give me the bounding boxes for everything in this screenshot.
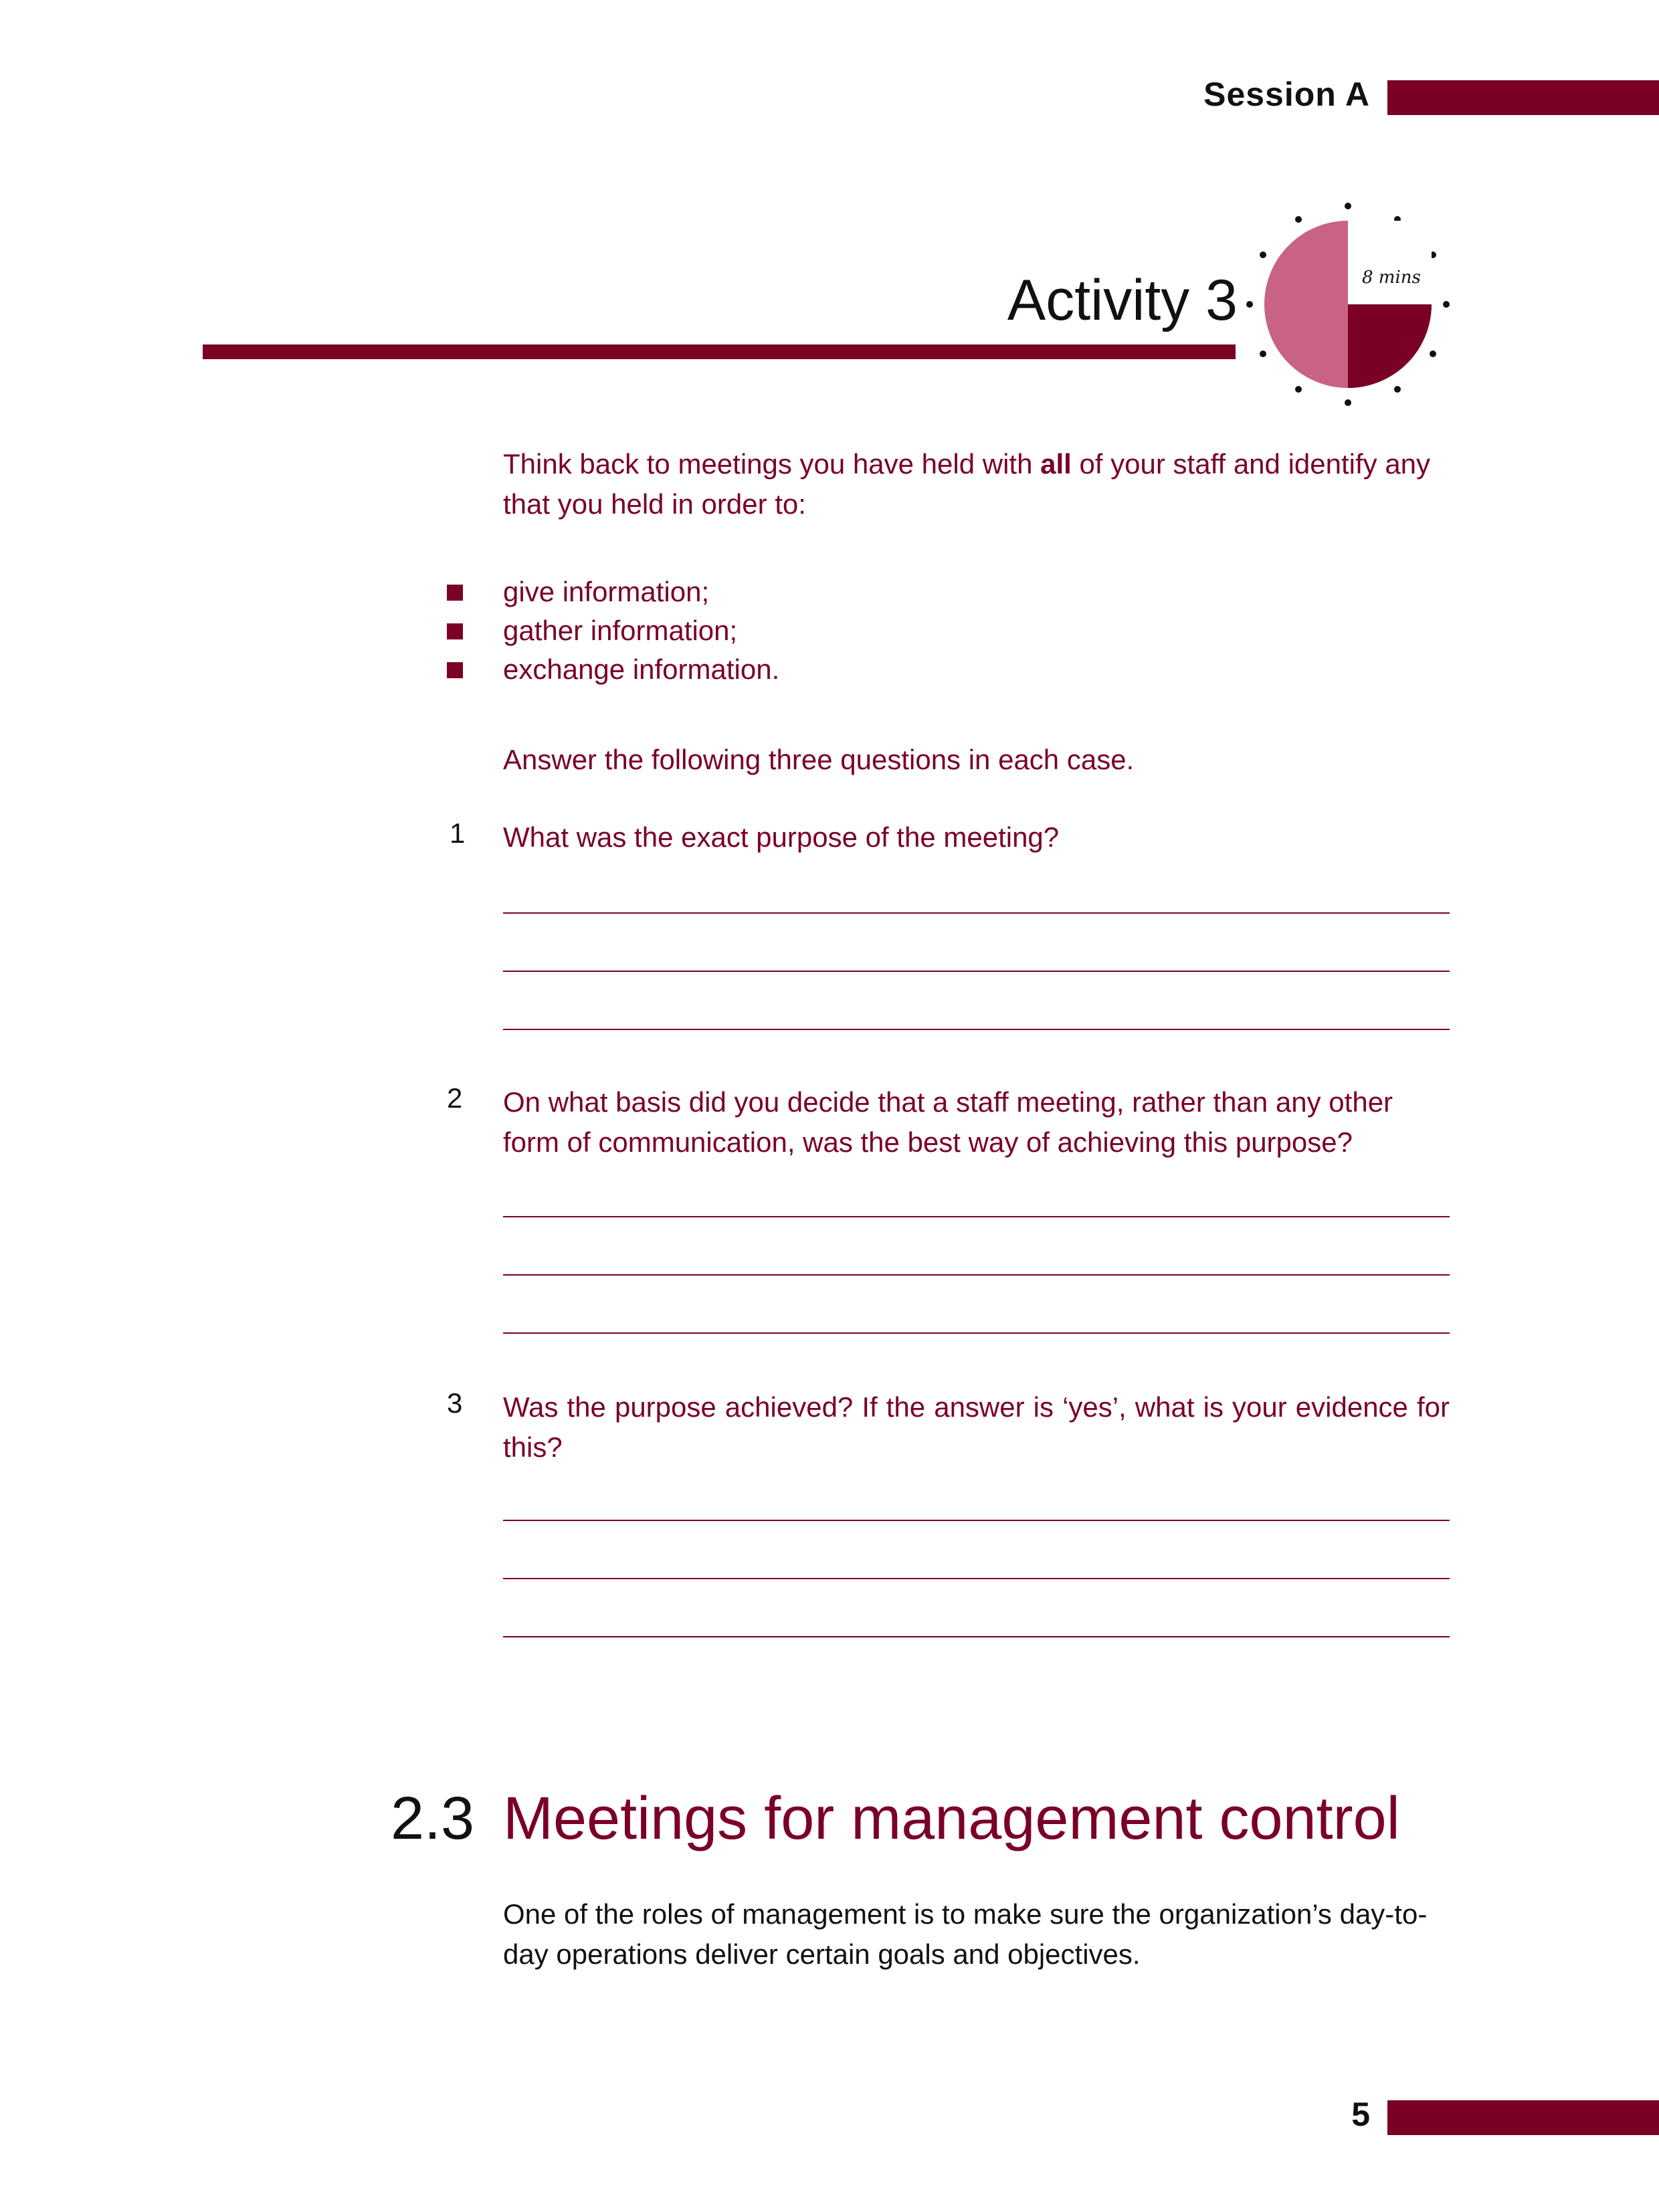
answer-line[interactable]: [503, 912, 1450, 914]
question-text: On what basis did you decide that a staff meeting, rather than any other form of communication, was the best way of achieving this purpose?: [503, 1086, 1393, 1158]
intro-text-2: of your staff and identify any that you held in order to:: [503, 448, 1431, 520]
bullet-square-icon: [447, 585, 463, 601]
instruction: Answer the following three questions in each case.: [503, 744, 1135, 775]
session-bar: [1387, 80, 1659, 115]
answer-line[interactable]: [503, 1520, 1450, 1521]
page-number: 5: [1351, 2096, 1370, 2133]
bullet-text: give information;: [503, 576, 710, 607]
session-label: Session A: [1203, 76, 1370, 113]
answer-line[interactable]: [503, 1578, 1450, 1579]
timer-label: 8 mins: [1362, 268, 1421, 288]
section-title: Meetings for management control: [503, 1785, 1400, 1852]
answer-line[interactable]: [503, 1029, 1450, 1030]
clock-elapsed-segment: [1348, 304, 1432, 388]
section-body: One of the roles of management is to make sure the organization’s day-to-day operations deliver certain goals and objectives.: [503, 1898, 1428, 1970]
activity-rule: [203, 344, 1236, 359]
clock-timer-icon: [1238, 194, 1458, 415]
question-text: What was the exact purpose of the meeting?: [503, 821, 1060, 853]
clock-label-bg: [1348, 221, 1432, 304]
answer-line[interactable]: [503, 971, 1450, 972]
question-number: 2: [447, 1082, 463, 1114]
bullet-square-icon: [447, 662, 463, 678]
question-number: 1: [450, 817, 466, 849]
question-text: Was the purpose achieved? If the answer is ‘yes’, what is your evidence for this?: [503, 1391, 1450, 1463]
bullet-text: gather information;: [503, 615, 738, 646]
answer-line[interactable]: [503, 1636, 1450, 1637]
section-number: 2.3: [391, 1785, 475, 1852]
intro-text-1: Think back to meetings you have held with: [503, 448, 1041, 480]
answer-line[interactable]: [503, 1216, 1450, 1217]
intro-bold: all: [1040, 448, 1072, 480]
answer-line[interactable]: [503, 1274, 1450, 1276]
bullet-text: exchange information.: [503, 653, 780, 685]
activity-title: Activity 3: [1007, 268, 1238, 332]
question-number: 3: [447, 1387, 463, 1419]
answer-line[interactable]: [503, 1332, 1450, 1334]
intro-paragraph: [503, 444, 1450, 524]
bullet-square-icon: [447, 623, 463, 639]
footer-bar: [1387, 2100, 1659, 2135]
